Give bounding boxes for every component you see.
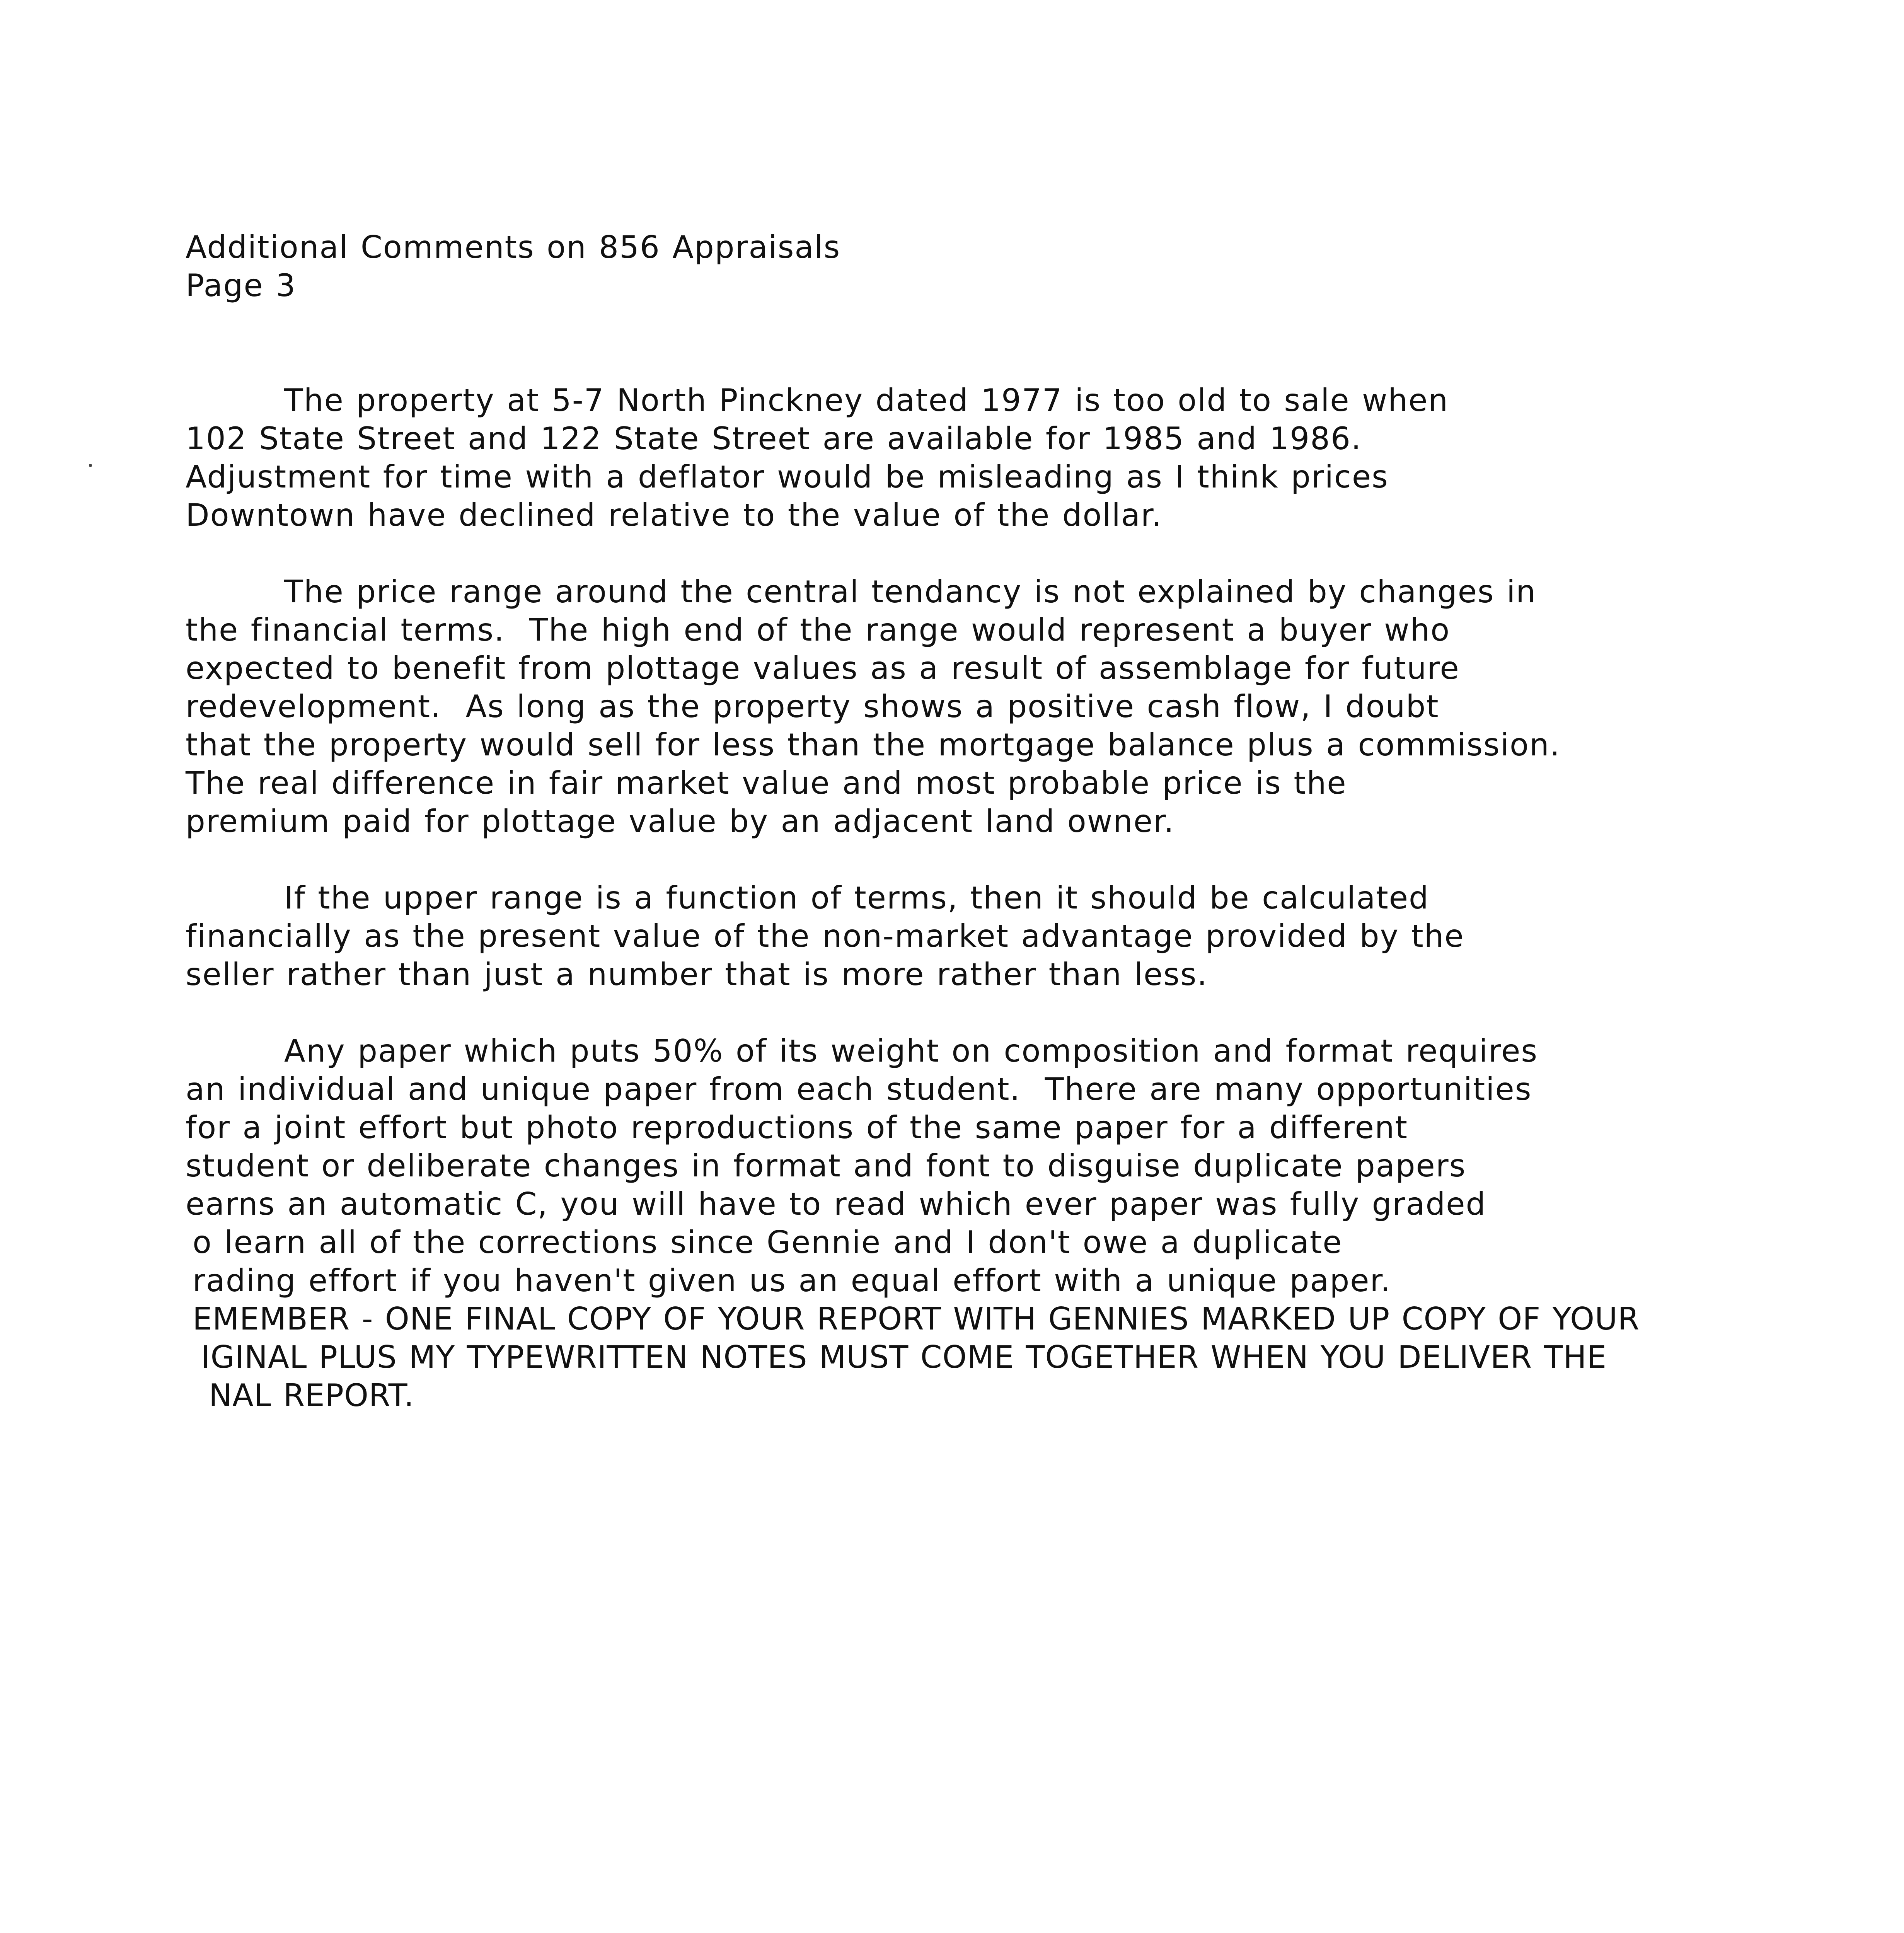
text-line: The property at 5-7 North Pinckney dated 1977 is too old to sale when <box>284 382 1449 418</box>
document-header <box>186 228 1809 305</box>
text-line: EMEMBER - ONE FINAL COPY OF YOUR REPORT WITH GENNIES MARKED UP COPY OF YOUR <box>193 1301 1640 1337</box>
text-line: for a joint effort but photo reproductions of the same paper for a different <box>186 1110 1408 1145</box>
text-line: earns an automatic C, you will have to read which ever paper was fully graded <box>186 1186 1486 1222</box>
text-line: IGINAL PLUS MY TYPEWRITTEN NOTES MUST COME TOGETHER WHEN YOU DELIVER THE <box>201 1339 1607 1375</box>
paragraph-1 <box>186 381 1809 534</box>
text-line: redevelopment. As long as the property shows a positive cash flow, I doubt <box>186 689 1439 724</box>
text-line: Downtown have declined relative to the value of the dollar. <box>186 497 1162 533</box>
text-line: the financial terms. The high end of the range would represent a buyer who <box>186 612 1451 648</box>
text-line: premium paid for plottage value by an adjacent land owner. <box>186 803 1175 839</box>
text-line: o learn all of the corrections since Gennie and I don't owe a duplicate <box>193 1224 1343 1260</box>
paragraph-4 <box>186 1032 1809 1415</box>
text-line: If the upper range is a function of terms, then it should be calculated <box>284 880 1429 916</box>
text-line: The real difference in fair market value and most probable price is the <box>186 765 1347 801</box>
page-number: Page 3 <box>186 268 296 303</box>
text-line: student or deliberate changes in format and font to disguise duplicate papers <box>186 1148 1466 1184</box>
text-line: that the property would sell for less than the mortgage balance plus a commission. <box>186 727 1561 763</box>
paragraph-2 <box>186 573 1809 840</box>
text-line: an individual and unique paper from each student. There are many opportunities <box>186 1071 1532 1107</box>
paragraph-3 <box>186 879 1809 994</box>
text-line: 102 State Street and 122 State Street are available for 1985 and 1986. <box>186 421 1362 457</box>
text-line: rading effort if you haven't given us an equal effort with a unique paper. <box>193 1263 1391 1299</box>
scan-speck <box>89 464 92 467</box>
document-title: Additional Comments on 856 Appraisals <box>186 229 841 265</box>
text-line: The price range around the central tendancy is not explained by changes in <box>284 574 1536 610</box>
document-body <box>186 228 1809 1415</box>
text-line: expected to benefit from plottage values as a result of assemblage for future <box>186 650 1460 686</box>
text-line: seller rather than just a number that is more rather than less. <box>186 956 1208 992</box>
text-line: Adjustment for time with a deflator would be misleading as I think prices <box>186 459 1389 495</box>
text-line: NAL REPORT. <box>209 1377 414 1413</box>
text-line: financially as the present value of the non-market advantage provided by the <box>186 918 1464 954</box>
text-line: Any paper which puts 50% of its weight on composition and format requires <box>284 1033 1538 1069</box>
